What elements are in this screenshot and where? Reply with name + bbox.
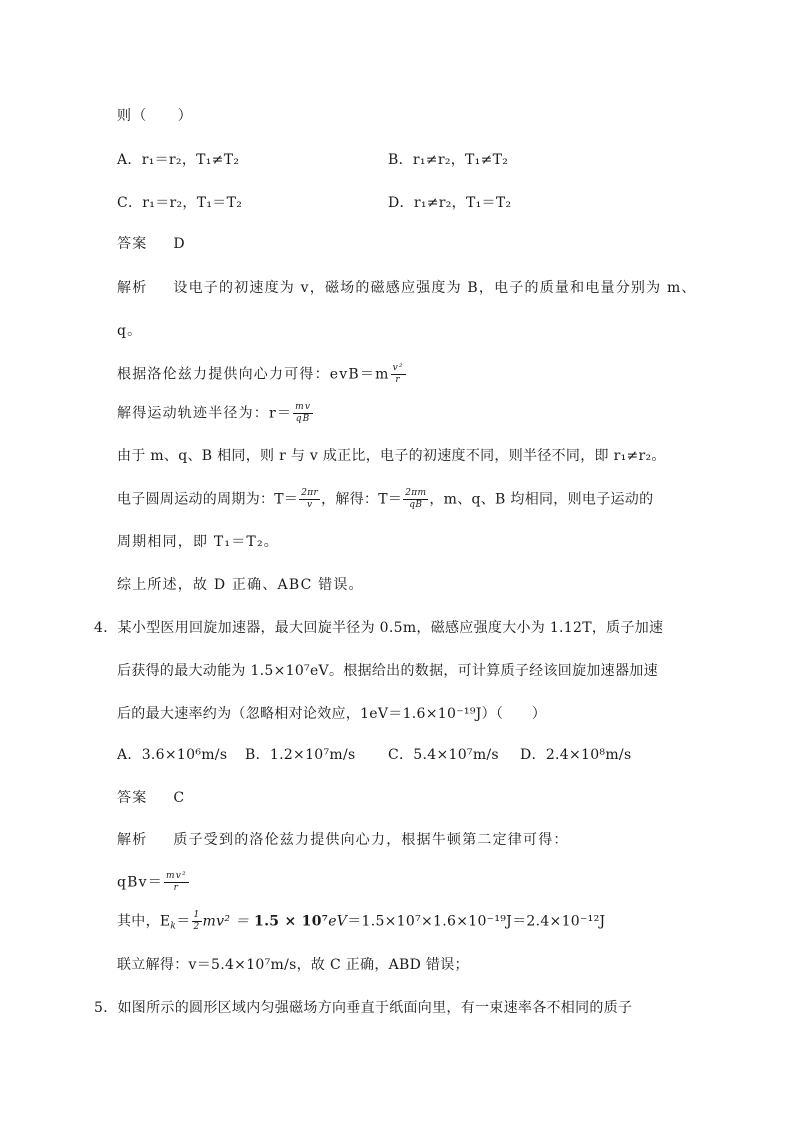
q4-fraction-one-half [192, 910, 202, 933]
q4-option-d: D．2.4×10⁸m/s [520, 747, 632, 763]
q3-analysis-line-4: 由于 m、q、B 相同，则 r 与 v 成正比，电子的初速度不同，则半径不同，即 r₁≠r₂。 [117, 448, 666, 464]
q3-analysis-text-5b: ，解得：T＝ [321, 491, 403, 508]
fraction-denominator: qB [409, 500, 423, 510]
q3-fraction-2pir-over-v [299, 488, 320, 511]
fraction-denominator: r [395, 375, 401, 385]
q3-analysis-text-5c: ，m、q、B 均相同，则电子运动的 [429, 491, 654, 508]
q3-analysis-line-1 [117, 278, 697, 298]
q3-analysis-text-2: 根据洛伦兹力提供向心力可得：evB＝m [117, 366, 390, 383]
q4-option-c: C．5.4×10⁷m/s [388, 747, 499, 763]
q4-stem-line-2: 后获得的最大动能为 1.5×10⁷eV。根据给出的数据，可计算质子经该回旋加速器加速 [117, 663, 658, 679]
q4-mv2: mv² ＝ [202, 913, 255, 930]
q3-analysis-line-2 [117, 363, 407, 386]
q3-option-a: A．r₁＝r₂，T₁≠T₂ [117, 152, 240, 168]
q4-ev-unit: eV [328, 913, 348, 930]
q4-analysis-line-1 [117, 830, 569, 850]
q4-bold-value: 1.5 × 10⁷ [254, 913, 329, 930]
q4-option-a: A．3.6×10⁶m/s [117, 747, 228, 763]
q3-analysis-line-3 [117, 402, 314, 425]
q3-fraction-v2-over-r [391, 363, 406, 386]
q3-stem-tail: 则（ ） [117, 108, 193, 124]
q5-stem-line-1: 5．如图所示的圆形区域内匀强磁场方向垂直于纸面向里，有一束速率各不相同的质子 [94, 1000, 633, 1016]
q4-answer-label: 答案 [117, 790, 148, 806]
q3-analysis-line-6: 周期相同，即 T₁＝T₂。 [117, 534, 279, 550]
q3-summary: 综上所述，故 D 正确、ABC 错误。 [117, 577, 364, 593]
q4-analysis-text-2: qBv＝ [117, 874, 163, 891]
fraction-numerator: mv² [165, 871, 187, 881]
q3-answer-label: 答案 [117, 236, 148, 252]
q3-fraction-mv-over-qb [293, 402, 313, 425]
fraction-denominator: r [173, 883, 180, 893]
q4-analysis-line-4: 联立解得：v＝5.4×10⁷m/s，故 C 正确，ABD 错误； [117, 957, 469, 973]
fraction-numerator: 1 [193, 910, 200, 920]
q3-analysis-text-5a: 电子圆周运动的周期为：T＝ [117, 491, 299, 508]
fraction-denominator: v [306, 500, 313, 510]
q3-fraction-2pim-over-qb [403, 488, 428, 511]
q4-equals: ＝ [176, 913, 191, 930]
fraction-numerator: 2πm [405, 488, 427, 498]
q3-analysis-text-1: 设电子的初速度为 v，磁场的磁感应强度为 B，电子的质量和电量分别为 m、 [173, 280, 697, 296]
q4-stem-line-3: 后的最大速率约为（忽略相对论效应，1eV＝1.6×10⁻¹⁹J）（ ） [117, 706, 547, 722]
q4-answer-value: C [173, 790, 186, 806]
fraction-denominator: 2 [193, 922, 200, 932]
q4-option-b: B．1.2×10⁷m/s [245, 747, 356, 763]
q4-analysis-line-2 [117, 871, 190, 894]
q4-analysis-text-1: 质子受到的洛伦兹力提供向心力，根据牛顿第二定律可得： [173, 832, 569, 848]
fraction-numerator: mv [295, 402, 312, 412]
q3-option-c: C．r₁＝r₂，T₁＝T₂ [117, 195, 243, 211]
fraction-numerator: v² [392, 363, 404, 373]
fraction-numerator: 2πr [301, 488, 319, 498]
q3-answer-value: D [173, 236, 186, 252]
q3-answer [117, 234, 186, 254]
q3-option-d: D．r₁≠r₂，T₁＝T₂ [388, 195, 512, 211]
q3-analysis-line-1b: q。 [117, 323, 143, 339]
q4-stem-line-1: 4．某小型医用回旋加速器，最大回旋半径为 0.5m，磁感应强度大小为 1.12T，质子加速 [94, 620, 664, 636]
q3-analysis-text-3: 解得运动轨迹半径为：r＝ [117, 405, 293, 422]
q4-analysis-label: 解析 [117, 832, 148, 848]
q4-analysis-text-3b: ＝1.5×10⁷×1.6×10⁻¹⁹J＝2.4×10⁻¹²J [347, 913, 606, 930]
fraction-denominator: qB [295, 414, 311, 424]
q3-option-b: B．r₁≠r₂，T₁≠T₂ [388, 152, 509, 168]
q4-analysis-line-3 [117, 910, 605, 933]
q4-fraction-mv2-over-r [164, 871, 189, 894]
q4-subscript-k: k [170, 921, 177, 932]
q3-analysis-line-5 [117, 488, 653, 511]
q4-answer [117, 788, 185, 808]
q4-analysis-text-3a: 其中，E [117, 913, 171, 930]
q3-analysis-label: 解析 [117, 280, 148, 296]
